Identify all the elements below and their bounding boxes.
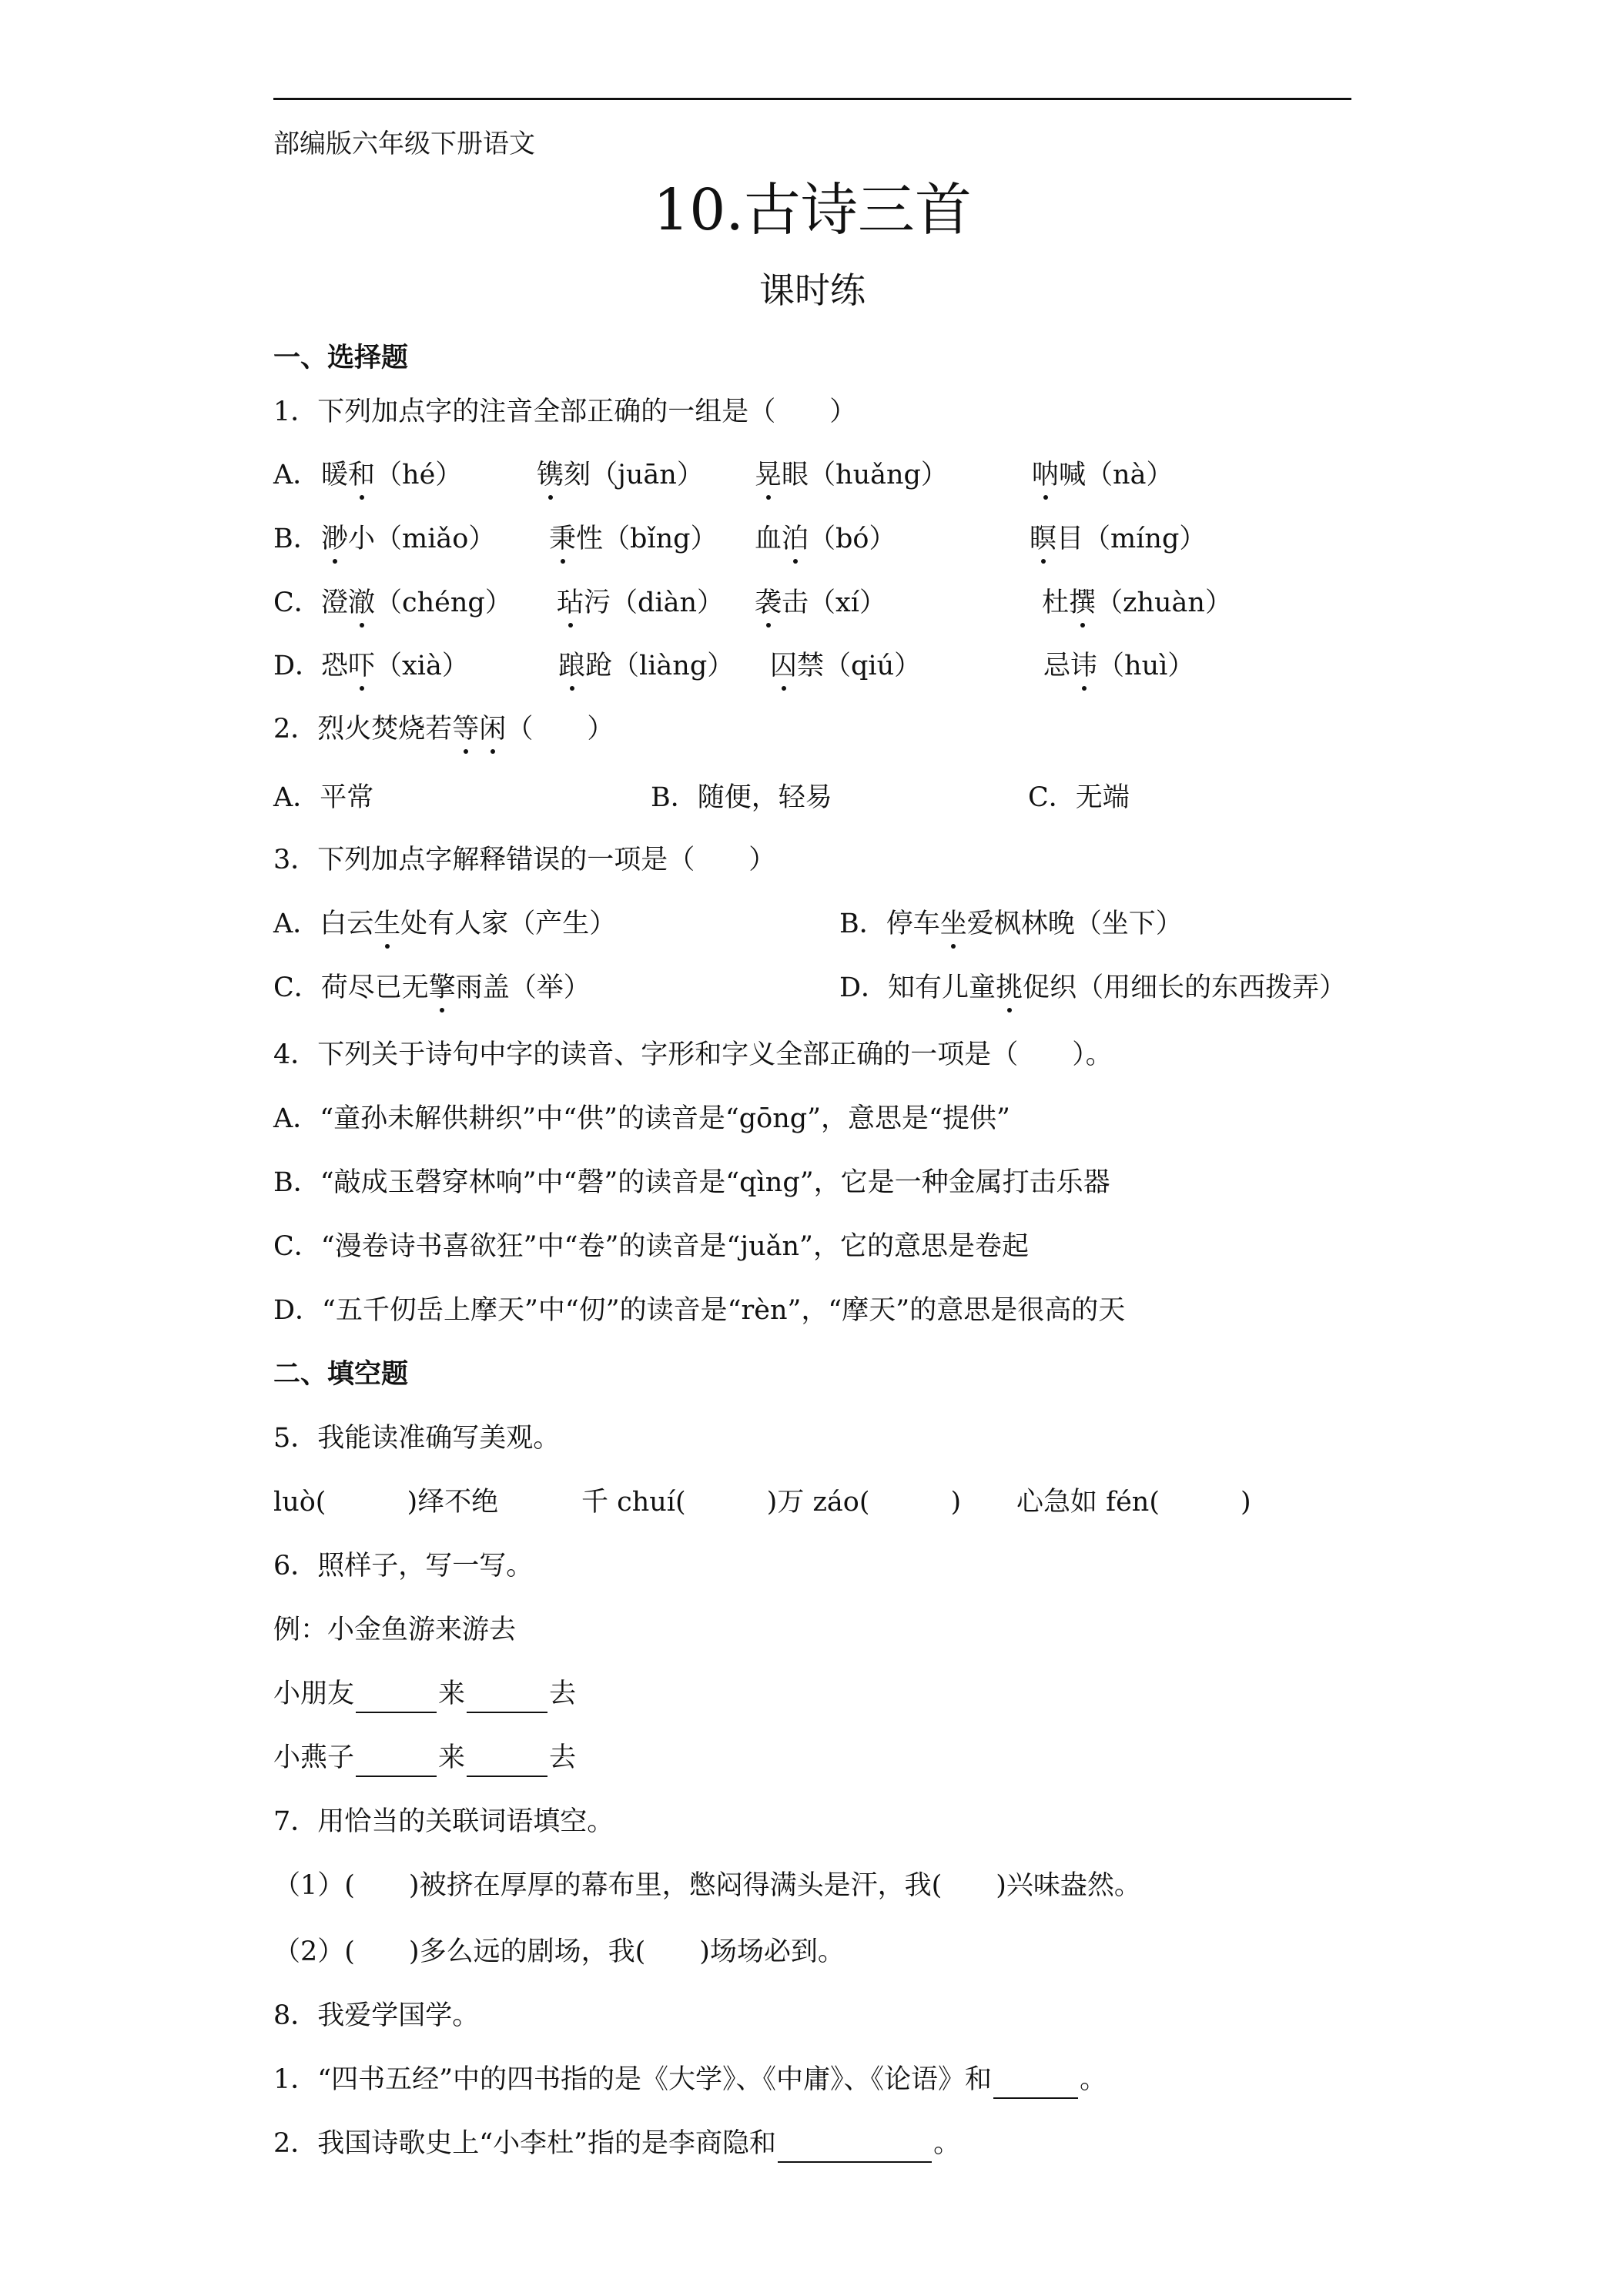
answer-blank[interactable] (778, 2135, 932, 2163)
section-2-heading: 二、填空题 (273, 1358, 409, 1390)
q1-c-word-3: 袭击（xí） (755, 584, 886, 622)
q1-b-word-2: 秉性（bǐng） (549, 520, 718, 558)
q1-option-a: A． 暖和（hé） 镌刻（juān） 晃眼（huǎng） 呐喊（nà） (273, 456, 1351, 494)
q8-sentence-2: 2．我国诗歌史上“小李杜”指的是李商隐和 。 (273, 2124, 960, 2163)
q2-options (273, 778, 1351, 817)
q1-c-word-4: 杜撰（zhuàn） (1042, 584, 1232, 622)
q3-stem: 3．下列加点字解释错误的一项是（ ） (273, 845, 776, 875)
top-rule (273, 98, 1351, 100)
answer-blank[interactable] (993, 2071, 1078, 2099)
q3-options-cd (273, 969, 1351, 1007)
q5-item-3: 心急如 fén( ) (1016, 1487, 1251, 1518)
q4-stem: 4．下列关于诗句中字的读音、字形和字义全部正确的一项是（ ）。 (273, 1039, 1113, 1070)
q1-c-word-2: 玷污（diàn） (557, 584, 724, 622)
q1-b-word-1: 渺小（miǎo） (321, 520, 495, 558)
q4-option-c: C．“漫卷诗书喜欲狂”中“卷”的读音是“juǎn”，它的意思是卷起 (273, 1231, 1029, 1262)
q6-row-1: 小朋友 来 去 (273, 1675, 576, 1713)
q1-d-word-4: 忌讳（huì） (1043, 647, 1194, 685)
q1-a-word-4: 呐喊（nà） (1032, 456, 1173, 494)
q1-b-word-4: 瞑目（míng） (1030, 520, 1206, 558)
q3-option-c: C．荷尽已无擎雨盖（举） (273, 969, 591, 1007)
q1-c-word-1: 澄澈（chéng） (321, 584, 512, 622)
q5-item-2: 千 chuí( )万 záo( ) (581, 1487, 962, 1518)
q2-option-c: C．无端 (1028, 782, 1130, 813)
q1-stem: 1．下列加点字的注音全部正确的一组是（ ） (273, 397, 857, 427)
q6-stem: 6．照样子，写一写。 (273, 1551, 534, 1581)
q1-a-word-1: 暖和（hé） (321, 456, 462, 494)
q6-example: 例：小金鱼游来游去 (273, 1615, 517, 1645)
q1-b-word-3: 血泊（bó） (755, 520, 896, 558)
q1-a-word-2: 镌刻（juān） (537, 456, 704, 494)
q7-stem: 7．用恰当的关联词语填空。 (273, 1806, 614, 1837)
page-header: 部编版六年级下册语文 (273, 129, 535, 159)
q1-d-word-3: 囚禁（qiú） (770, 647, 921, 685)
q1-option-b: B． 渺小（miǎo） 秉性（bǐng） 血泊（bó） 瞑目（míng） (273, 520, 1351, 558)
q6-row-2: 小燕子 来 去 (273, 1739, 576, 1777)
q2-option-a: A．平常 (273, 782, 374, 813)
worksheet-page (273, 0, 1351, 2296)
q7-sentence-2: （2）( )多么远的剧场，我( )场场必到。 (273, 1936, 845, 1967)
q1-d-word-1: 恐吓（xià） (321, 647, 469, 685)
page-subtitle: 课时练 (759, 269, 866, 311)
answer-blank[interactable] (356, 1685, 437, 1713)
q5-items (273, 1483, 1351, 1521)
q3-option-d: D．知有儿童挑促织（用细长的东西拨弄） (839, 969, 1346, 1007)
q3-option-b: B．停车坐爱枫林晚（坐下） (839, 905, 1183, 943)
q4-option-d: D．“五千仞岳上摩天”中“仞”的读音是“rèn”，“摩天”的意思是很高的天 (273, 1295, 1126, 1326)
q8-stem: 8．我爱学国学。 (273, 2000, 480, 2031)
q8-sentence-1: 1．“四书五经”中的四书指的是《大学》、《中庸》、《论语》和 。 (273, 2060, 1107, 2099)
q7-sentence-1: （1）( )被挤在厚厚的幕布里，憋闷得满头是汗，我( )兴味盎然。 (273, 1870, 1141, 1901)
q1-option-d: D． 恐吓（xià） 踉跄（liàng） 囚禁（qiú） 忌讳（huì） (273, 647, 1351, 685)
q1-d-word-2: 踉跄（liàng） (558, 647, 734, 685)
q5-item-1: luò( )绎不绝 (273, 1487, 499, 1518)
q5-stem: 5．我能读准确写美观。 (273, 1423, 561, 1454)
answer-blank[interactable] (356, 1749, 437, 1777)
q2-stem: 2．烈火焚烧若等闲（ ） (273, 710, 614, 748)
page-title: 10.古诗三首 (653, 177, 972, 243)
q4-option-b: B．“敲成玉磬穿林响”中“磬”的读音是“qìng”，它是一种金属打击乐器 (273, 1167, 1110, 1198)
q2-option-b: B．随便，轻易 (651, 782, 832, 813)
q3-options-ab (273, 905, 1351, 943)
q1-a-word-3: 晃眼（huǎng） (755, 456, 948, 494)
q3-option-a: A．白云生处有人家（产生） (273, 905, 616, 943)
q4-option-a: A．“童孙未解供耕织”中“供”的读音是“gōng”，意思是“提供” (273, 1103, 1010, 1134)
answer-blank[interactable] (467, 1749, 547, 1777)
answer-blank[interactable] (467, 1685, 547, 1713)
q1-option-c: C． 澄澈（chéng） 玷污（diàn） 袭击（xí） 杜撰（zhuàn） (273, 584, 1351, 622)
section-1-heading: 一、选择题 (273, 342, 409, 373)
